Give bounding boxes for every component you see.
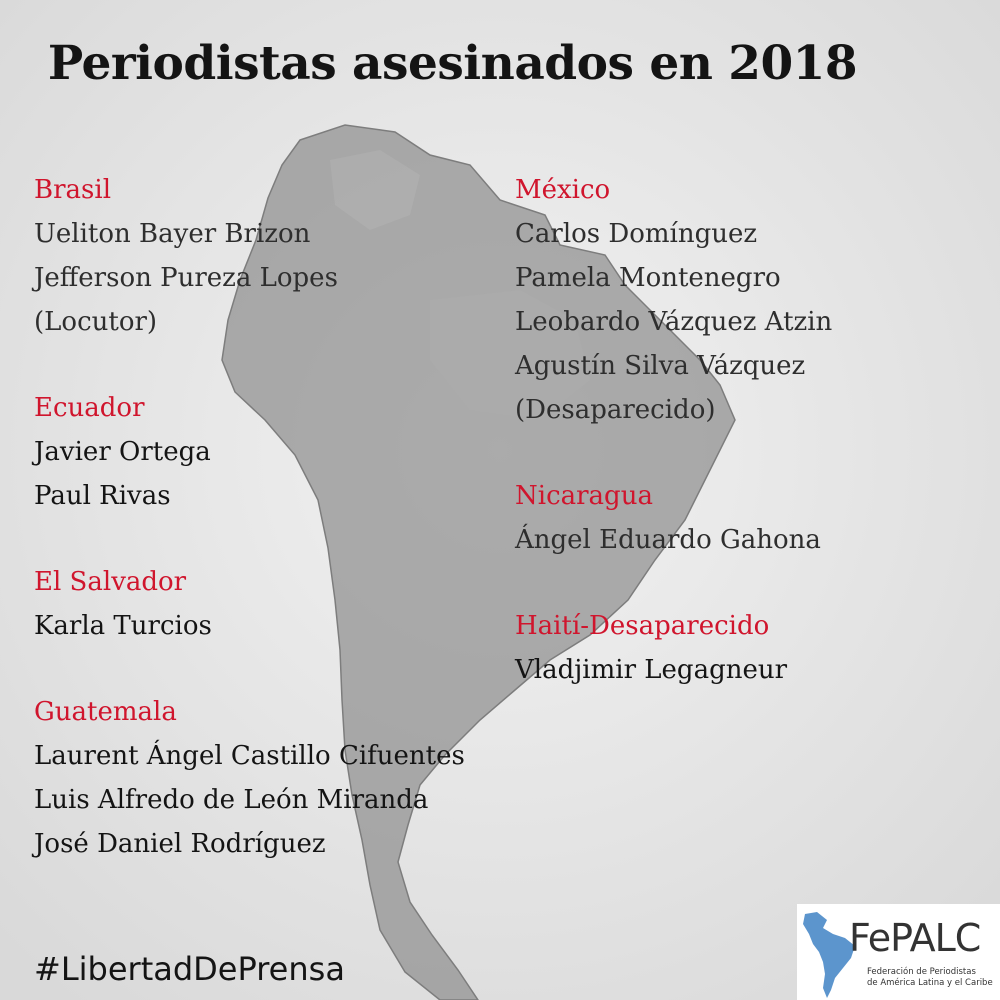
fepalc-logo	[797, 904, 1000, 1000]
journalist-name: Paul Rivas	[34, 481, 171, 511]
page-title: Periodistas asesinados en 2018	[47, 36, 858, 91]
country-heading: Ecuador	[34, 393, 145, 423]
journalist-list	[34, 212, 514, 344]
hashtag: #LibertadDePrensa	[34, 950, 345, 988]
journalist-name: Ueliton Bayer Brizon	[34, 219, 311, 249]
journalist-name: Jefferson Pureza Lopes	[34, 263, 338, 293]
country-group-ecuador	[34, 386, 514, 518]
logo-subtitle	[867, 967, 997, 989]
journalist-name: Karla Turcios	[34, 611, 212, 641]
journalist-list	[34, 430, 514, 518]
country-heading: Brasil	[34, 175, 112, 205]
right-column	[515, 168, 985, 734]
country-group-nicaragua	[515, 474, 985, 562]
logo-name: FePALC	[849, 916, 981, 960]
journalist-name: Luis Alfredo de León Miranda	[34, 785, 429, 815]
journalist-list	[34, 604, 514, 648]
journalist-list	[34, 734, 514, 866]
journalist-name: Agustín Silva Vázquez	[515, 351, 806, 381]
country-heading: El Salvador	[34, 567, 187, 597]
country-group-haiti	[515, 604, 985, 692]
journalist-list	[515, 648, 985, 692]
journalist-name: Carlos Domínguez	[515, 219, 758, 249]
journalist-name: Laurent Ángel Castillo Cifuentes	[34, 741, 465, 771]
journalist-name: Leobardo Vázquez Atzin	[515, 307, 833, 337]
journalist-name: Javier Ortega	[34, 437, 211, 467]
journalist-name: Ángel Eduardo Gahona	[515, 525, 821, 555]
journalist-name: José Daniel Rodríguez	[34, 829, 326, 859]
country-group-brasil	[34, 168, 514, 344]
country-group-mexico	[515, 168, 985, 432]
country-heading: Haití-Desaparecido	[515, 611, 770, 641]
country-heading: Nicaragua	[515, 481, 653, 511]
journalist-list	[515, 518, 985, 562]
left-column	[34, 168, 514, 908]
country-heading: Guatemala	[34, 697, 177, 727]
logo-subtitle-line: Federación de Periodistas	[867, 967, 976, 977]
country-group-el-salvador	[34, 560, 514, 648]
journalist-note: (Desaparecido)	[515, 395, 716, 425]
journalist-name: Pamela Montenegro	[515, 263, 781, 293]
journalist-note: (Locutor)	[34, 307, 158, 337]
journalist-list	[515, 212, 985, 432]
country-group-guatemala	[34, 690, 514, 866]
logo-subtitle-line: de América Latina y el Caribe	[867, 978, 993, 988]
country-heading: México	[515, 175, 611, 205]
journalist-name: Vladjimir Legagneur	[515, 655, 788, 685]
